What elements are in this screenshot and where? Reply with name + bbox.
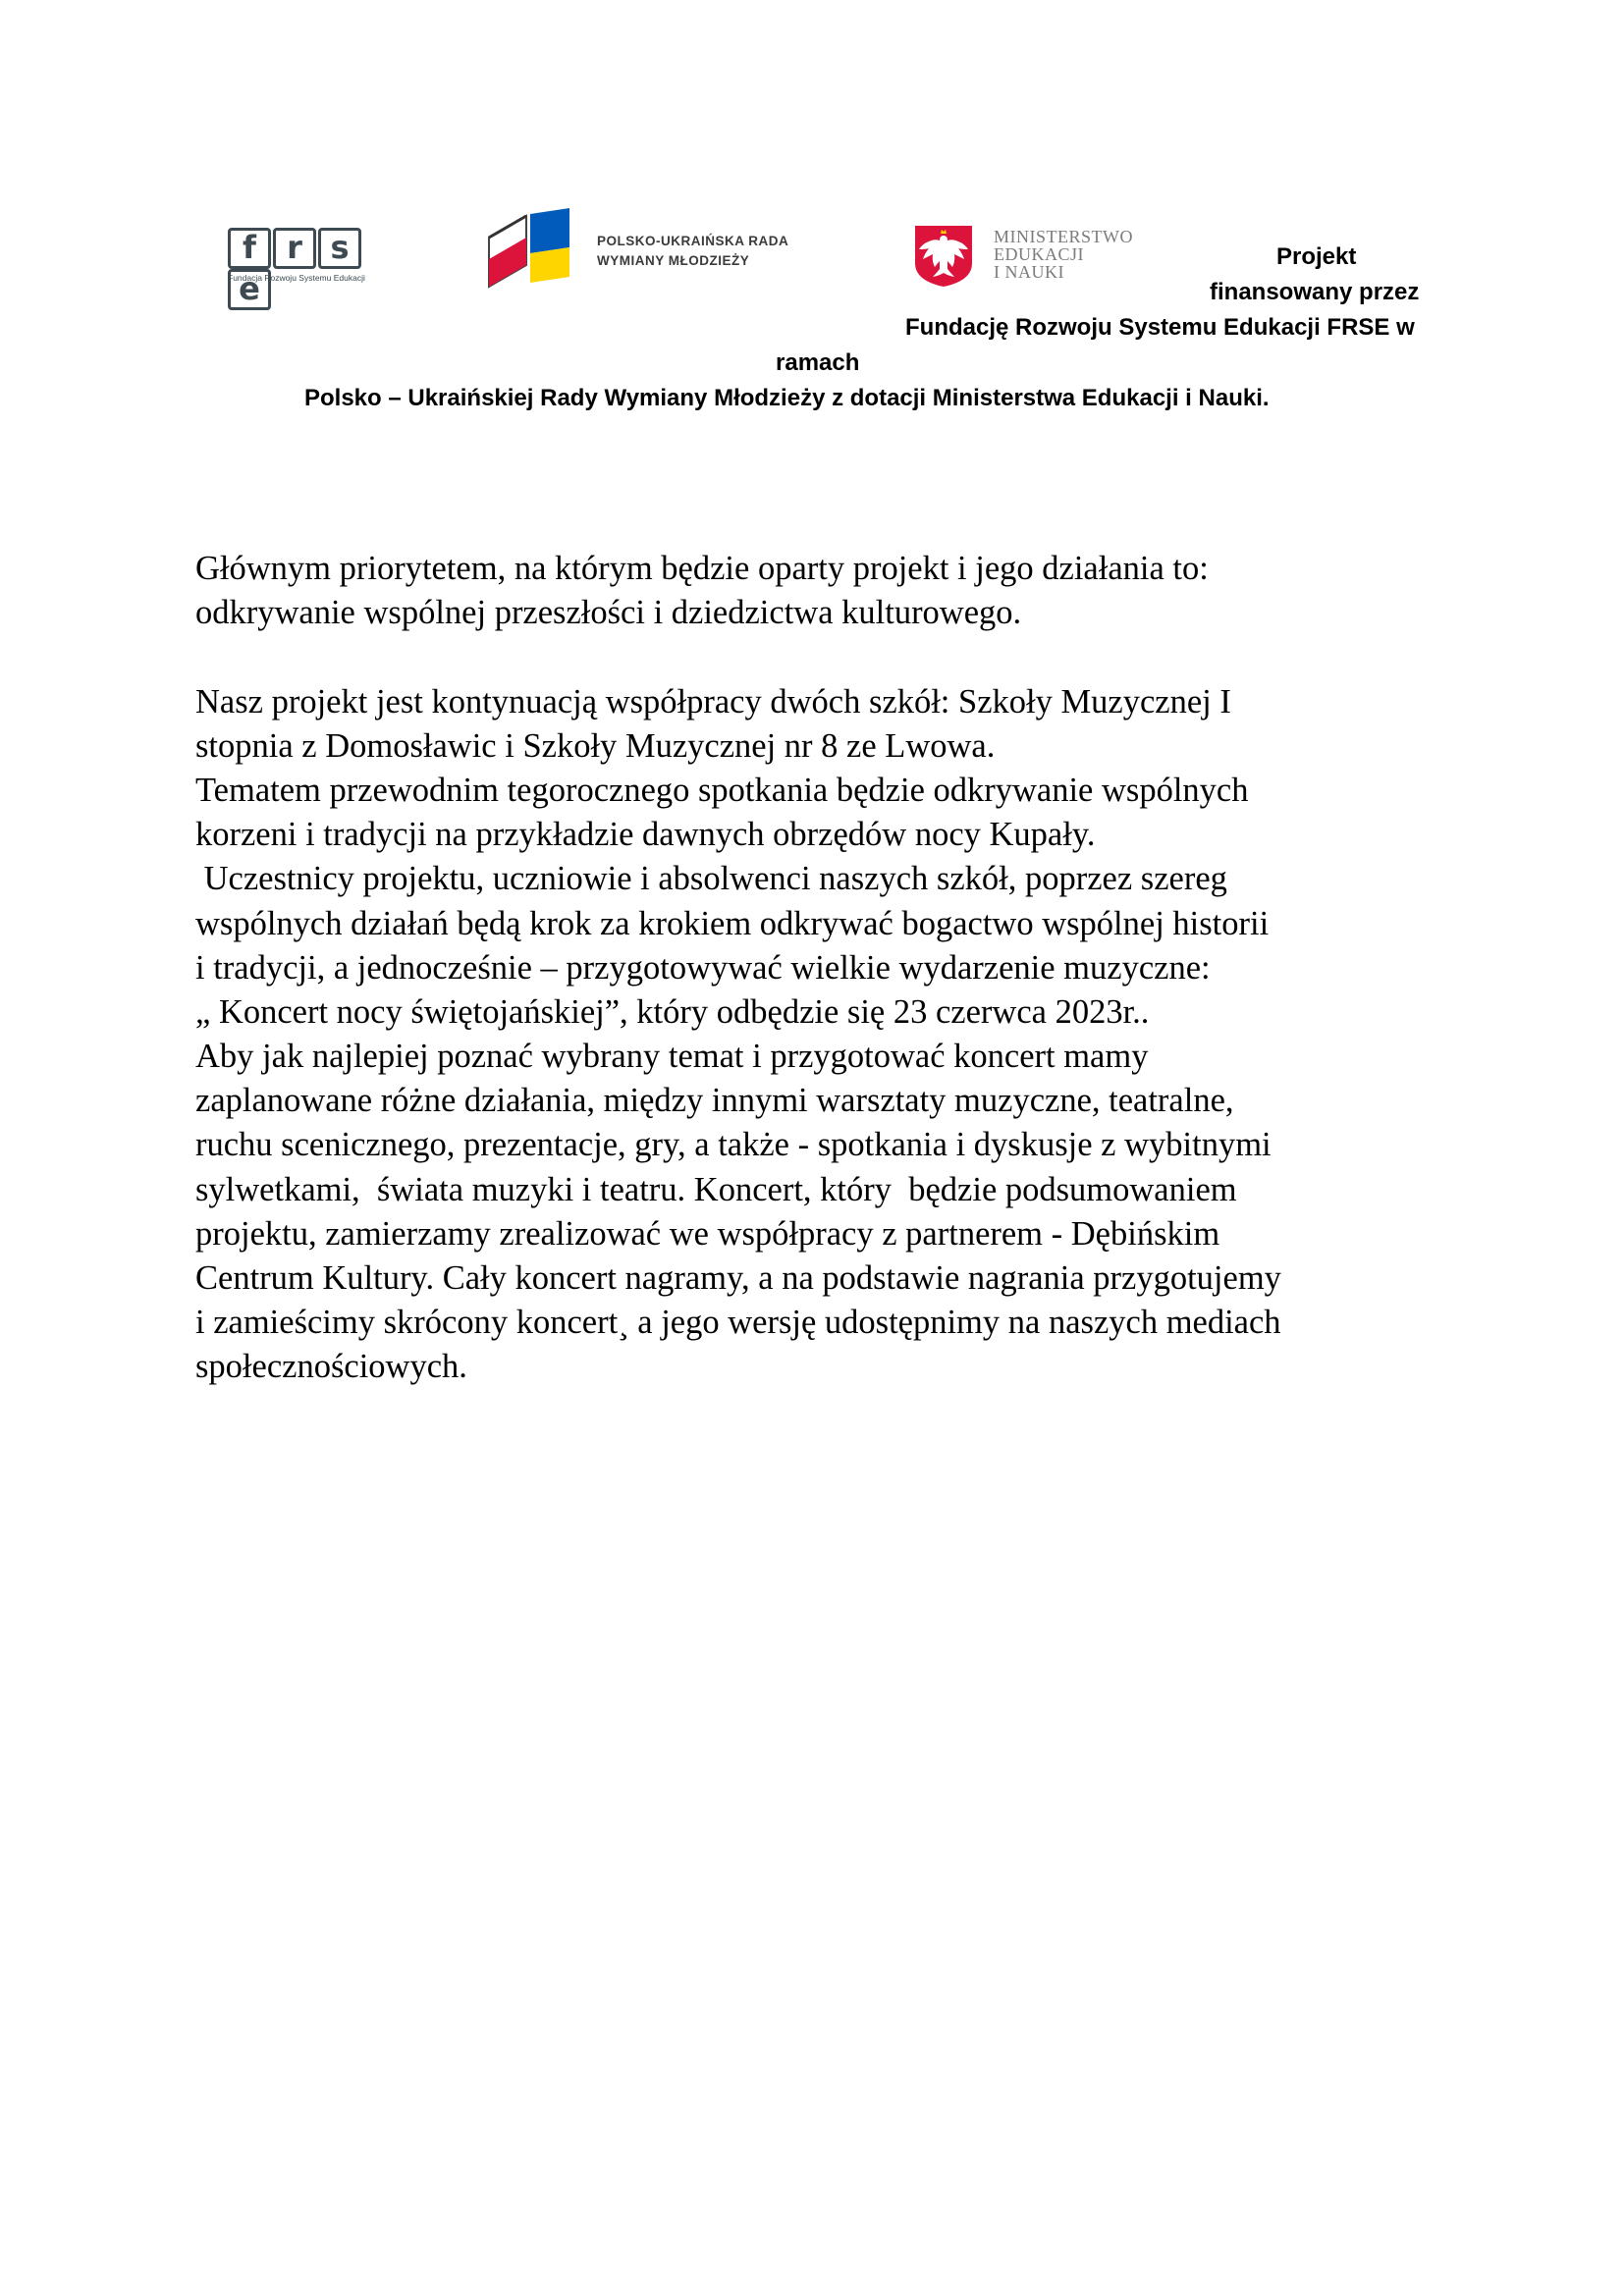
document-body — [195, 547, 1472, 1390]
pu-flag-icon — [485, 208, 573, 291]
frse-logo — [228, 228, 405, 307]
paragraph-gap — [195, 635, 1472, 679]
text-line: Centrum Kultury. Cały koncert nagramy, a na podstawie nagrania przygotujemy — [195, 1259, 1281, 1297]
pu-rada-text — [597, 232, 788, 271]
pu-rada-logo — [485, 208, 819, 291]
pu-rada-line1: POLSKO-UKRAIŃSKA RADA — [597, 234, 789, 248]
text-line: i tradycji, a jednocześnie – przygotowywać wielkie wydarzenie muzyczne: — [195, 948, 1211, 987]
text-line: ruchu scenicznego, prezentacje, gry, a także - spotkania i dyskusje z wybitnymi — [195, 1126, 1272, 1164]
text-line: i zamieścimy skrócony koncert¸ a jego wersję udostępnimy na naszych mediach — [195, 1304, 1281, 1342]
ministerstwo-line3: I NAUKI — [994, 262, 1064, 282]
frse-subtitle: Fundacja Rozwoju Systemu Edukacji — [228, 273, 365, 283]
ministerstwo-logo — [911, 224, 1176, 291]
ministerstwo-line2: EDUKACJI — [994, 244, 1084, 264]
paragraph-priority — [195, 547, 1472, 635]
text-line: wspólnych działań będą krok za krokiem odkrywać bogactwo wspólnej historii — [195, 904, 1270, 942]
text-line: „ Koncert nocy świętojańskiej”, który odbędzie się 23 czerwca 2023r.. — [195, 992, 1150, 1031]
pu-rada-line2: WYMIANY MŁODZIEŻY — [597, 253, 750, 268]
text-line: zaplanowane różne działania, między innymi warsztaty muzyczne, teatralne, — [195, 1082, 1234, 1120]
text-line: Głównym priorytetem, na którym będzie oparty projekt i jego działania to: — [195, 550, 1209, 587]
funding-line: Fundację Rozwoju Systemu Edukacji FRSE w — [905, 314, 1415, 341]
funding-line: finansowany przez — [1210, 279, 1420, 305]
funding-line: Polsko – Ukraińskiej Rady Wymiany Młodzieży z dotacji Ministerstwa Edukacji i Nauki. — [304, 385, 1270, 411]
frse-letter: e — [228, 269, 271, 310]
frse-letter: s — [318, 228, 361, 269]
ministerstwo-line1: MINISTERSTWO — [994, 227, 1133, 246]
text-line: Aby jak najlepiej poznać wybrany temat i przygotować koncert mamy — [195, 1038, 1149, 1076]
text-line: społecznościowych. — [195, 1348, 467, 1386]
text-line: Nasz projekt jest kontynuacją współpracy dwóch szkół: Szkoły Muzycznej I — [195, 682, 1231, 721]
funding-line: Projekt — [1276, 243, 1357, 270]
funding-line: ramach — [776, 349, 860, 376]
text-line: projektu, zamierzamy zrealizować we współpracy z partnerem - Dębińskim — [195, 1214, 1220, 1253]
eagle-emblem-icon — [911, 224, 976, 289]
paragraph-project — [195, 680, 1472, 1390]
frse-letter: f — [228, 228, 271, 269]
text-line: stopnia z Domosławic i Szkoły Muzycznej nr 8 ze Lwowa. — [195, 726, 996, 765]
text-line: Tematem przewodnim tegorocznego spotkania będzie odkrywanie wspólnych — [195, 771, 1249, 809]
text-line: korzeni i tradycji na przykładzie dawnych obrzędów nocy Kupały. — [195, 816, 1096, 854]
text-line: sylwetkami, świata muzyki i teatru. Koncert, który będzie podsumowaniem — [195, 1170, 1237, 1208]
text-line: Uczestnicy projektu, uczniowie i absolwenci naszych szkół, poprzez szereg — [195, 860, 1227, 898]
text-line: odkrywanie wspólnej przeszłości i dziedzictwa kulturowego. — [195, 594, 1022, 632]
ministerstwo-text — [994, 228, 1133, 281]
frse-letter: r — [273, 228, 316, 269]
